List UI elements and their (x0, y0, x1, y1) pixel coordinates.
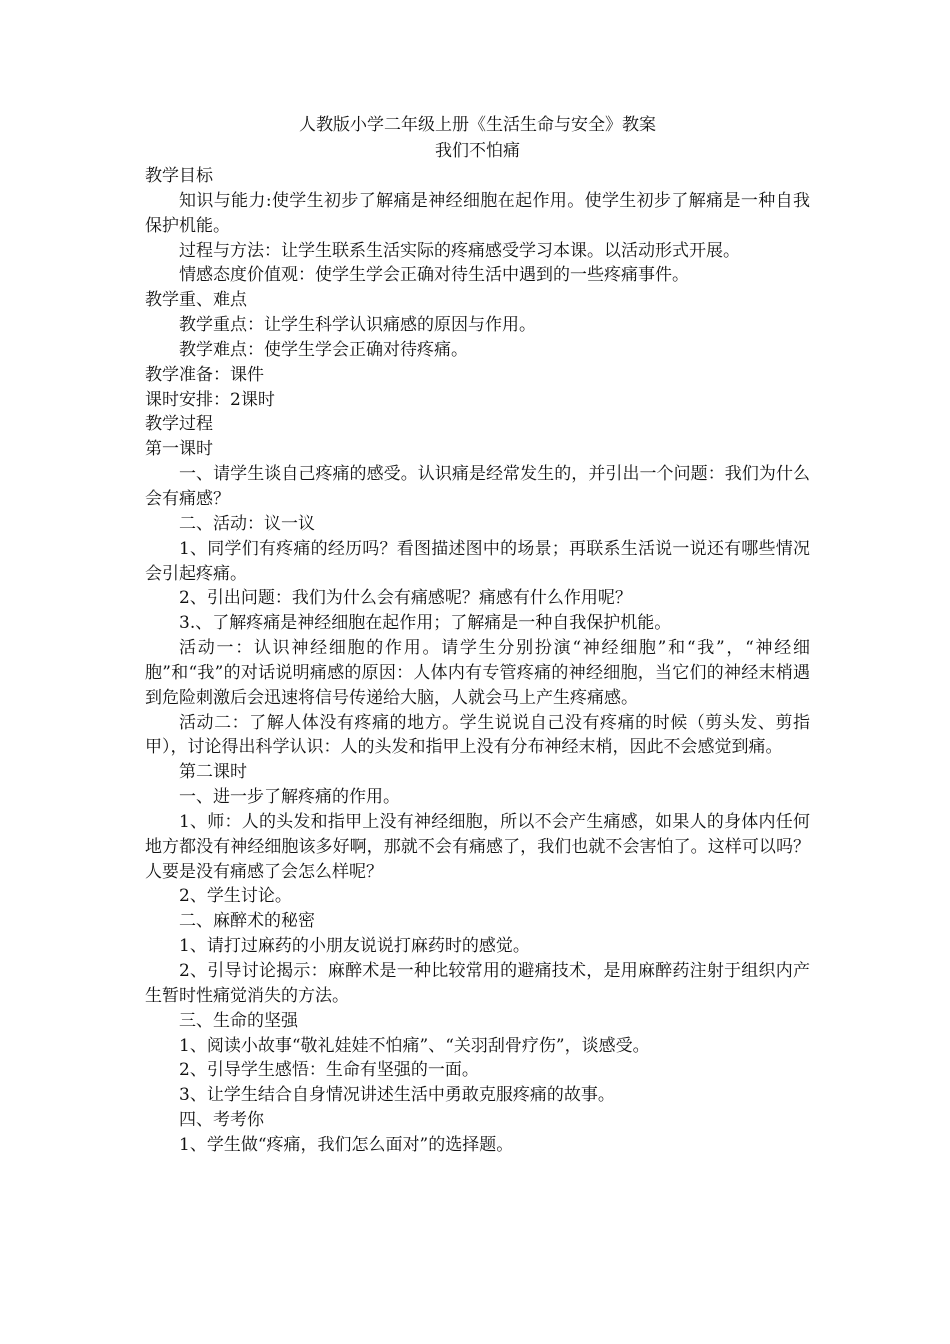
doc-paragraph: 过程与方法：让学生联系生活实际的疼痛感受学习本课。以活动形式开展。 (179, 240, 740, 261)
doc-paragraph: 2、引导讨论揭示：麻醉术是一种比较常用的避痛技术，是用麻醉药注射于组织内产生暂时性痛觉消失的方法。 (145, 961, 810, 1006)
doc-paragraph: 1、同学们有疼痛的经历吗？看图描述图中的场景；再联系生活说一说还有哪些情况会引起疼痛。 (145, 538, 810, 584)
doc-paragraph: 一、进一步了解疼痛的作用。 (179, 787, 400, 808)
doc-subtitle: 我们不怕痛 (435, 141, 520, 161)
doc-paragraph: 教学难点：使学生学会正确对待疼痛。 (179, 339, 468, 360)
doc-paragraph: 教学准备：课件 (145, 364, 264, 385)
doc-paragraph: 3、让学生结合自身情况讲述生活中勇敢克服疼痛的故事。 (179, 1085, 615, 1106)
doc-paragraph: 课时安排：2课时 (145, 389, 275, 410)
doc-paragraph: 第一课时 (145, 439, 213, 460)
doc-paragraph: 1、师：人的头发和指甲上没有神经细胞，所以不会产生痛感，如果人的身体内任何地方都没有神经细胞该多好啊，那就不会有痛感了，我们也就不会害怕了。这样可以吗？人要是没有痛感了会怎么样呢？ (145, 811, 810, 882)
doc-paragraph: 2、引导学生感悟：生命有坚强的一面。 (179, 1060, 479, 1081)
doc-paragraph: 3.、了解疼痛是神经细胞在起作用；了解痛是一种自我保护机能。 (179, 613, 672, 634)
doc-paragraph: 情感态度价值观：使学生学会正确对待生活中遇到的一些疼痛事件。 (179, 265, 689, 286)
doc-paragraph: 活动一：认识神经细胞的作用。请学生分别扮演“神经细胞”和“我”，“神经细胞”和“我”的对话说明痛感的原因：人体内有专管疼痛的神经细胞，当它们的神经末梢遇到危险刺激后会迅速将信号传递给大脑，人就会马上产生疼痛感。 (145, 638, 811, 708)
doc-paragraph: 二、麻醉术的秘密 (179, 911, 315, 932)
doc-paragraph: 教学重点：让学生科学认识痛感的原因与作用。 (179, 315, 536, 336)
doc-paragraph: 1、阅读小故事“敬礼娃娃不怕痛”、“关羽刮骨疗伤”，谈感受。 (179, 1035, 650, 1056)
doc-paragraph: 1、请打过麻药的小朋友说说打麻药时的感觉。 (179, 936, 530, 957)
doc-paragraph: 四、考考你 (179, 1110, 264, 1131)
doc-paragraph: 一、请学生谈自己疼痛的感受。认识痛是经常发生的，并引出一个问题：我们为什么会有痛感？ (145, 464, 810, 509)
doc-paragraph: 教学过程 (145, 414, 213, 435)
doc-body (145, 164, 810, 1158)
doc-paragraph: 三、生命的坚强 (179, 1010, 298, 1031)
doc-paragraph: 2、引出问题：我们为什么会有痛感呢？痛感有什么作用呢？ (179, 588, 632, 609)
doc-paragraph: 二、活动：议一议 (179, 513, 315, 534)
doc-title: 人教版小学二年级上册《生活生命与安全》教案 (299, 115, 656, 135)
document-page (145, 112, 810, 1158)
doc-paragraph: 第二课时 (179, 762, 247, 783)
doc-paragraph: 教学目标 (145, 166, 213, 186)
doc-paragraph: 知识与能力:使学生初步了解痛是神经细胞在起作用。使学生初步了解痛是一种自我保护机能。 (145, 190, 810, 236)
doc-paragraph: 教学重、难点 (145, 290, 247, 311)
doc-paragraph: 2、学生讨论。 (179, 886, 292, 907)
doc-paragraph: 1、学生做“疼痛，我们怎么面对”的选择题。 (179, 1134, 514, 1155)
doc-paragraph: 活动二：了解人体没有疼痛的地方。学生说说自己没有疼痛的时候（剪头发、剪指甲），讨论得出科学认识：人的头发和指甲上没有分布神经末梢，因此不会感觉到痛。 (145, 712, 810, 758)
